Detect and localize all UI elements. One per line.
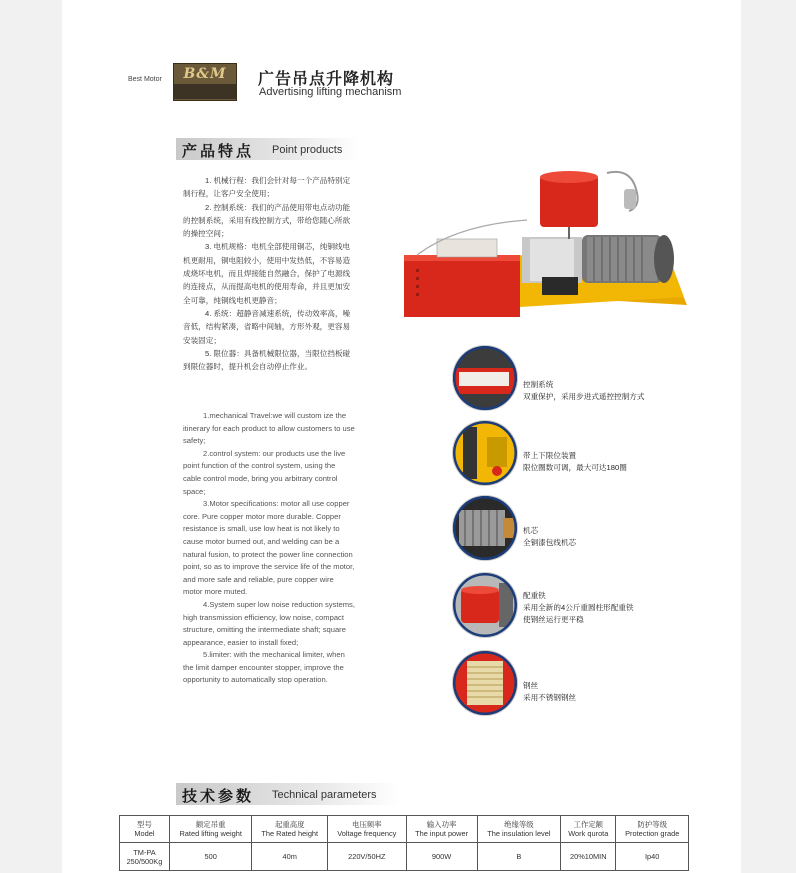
right-margin — [741, 0, 796, 873]
table-cell: 40m — [252, 843, 328, 871]
counterweight-icon — [452, 572, 518, 638]
header-en: Rated lifting weight — [179, 829, 242, 838]
cn-paragraph: 2. 控制系统：我们的产品使用带电点动功能的控制系统，采用有线控制方式，带给您随心所欲的操控空间； — [183, 202, 351, 239]
features-en-text — [183, 410, 355, 687]
header-cn: 电压频率 — [352, 820, 382, 829]
page-title-en: Advertising lifting mechanism — [259, 86, 402, 98]
features-heading-en: Point products — [272, 144, 343, 156]
hoist-product-image — [402, 165, 692, 325]
table-cell: 500 — [169, 843, 252, 871]
model-cell — [120, 843, 170, 871]
header-cell — [406, 816, 477, 843]
header-cn: 绝缘等级 — [504, 820, 534, 829]
header-cn: 防护等级 — [637, 820, 667, 829]
header-en: Protection grade — [625, 829, 680, 838]
feature-title: 配重铁 — [523, 591, 546, 600]
features-heading — [176, 138, 358, 160]
feature-desc-2: 使钢丝运行更平稳 — [523, 615, 584, 624]
model-line-1: TM-PA — [133, 847, 156, 857]
feature-title: 钢丝 — [523, 681, 539, 690]
cn-paragraph: 5. 限位器：具备机械限位器，当限位挡板碰到限位器时，提升机会自动停止作业。 — [183, 348, 351, 372]
table-cell: Ip40 — [616, 843, 689, 871]
header-cn: 型号 — [137, 820, 152, 829]
left-margin — [0, 0, 62, 873]
page-title-cn: 广告吊点升降机构 — [258, 71, 395, 88]
brand-text: Best Motor — [128, 76, 162, 83]
en-paragraph: 1.mechanical Travel:we will custom ize the itinerary for each product to allow customers to use safety; — [183, 411, 355, 446]
features-cn-text — [183, 174, 355, 373]
steel-wire-icon — [452, 650, 518, 716]
page — [62, 0, 741, 873]
feature-desc: 限位圈数可调，最大可达180圈 — [523, 463, 627, 472]
cn-paragraph: 4. 系统：超静音减速系统，传动效率高，噪音低，结构紧凑，省略中间轴，方形外观，更容易安装固定； — [183, 308, 351, 345]
header-en: The insulation level — [487, 829, 551, 838]
header-cn: 额定吊重 — [195, 820, 226, 829]
tech-heading — [176, 783, 400, 805]
header-cell — [328, 816, 407, 843]
tech-heading-cn: 技术参数 — [182, 788, 255, 805]
header-cn: 起重高度 — [274, 820, 305, 829]
model-line-2: 250/500Kg — [126, 856, 163, 866]
table-header-row — [120, 816, 689, 843]
header-cell — [252, 816, 328, 843]
header-cell — [561, 816, 616, 843]
header-en: The input power — [415, 829, 469, 838]
header-cell — [169, 816, 252, 843]
brand-logo — [173, 63, 237, 101]
feature-desc: 全铜漆包线机芯 — [523, 538, 577, 547]
cn-paragraph: 1. 机械行程：我们会针对每一个产品特别定制行程，让客户安全使用； — [183, 176, 351, 199]
header-cell — [120, 816, 170, 843]
table-cell: 900W — [406, 843, 477, 871]
header-cell — [616, 816, 689, 843]
header-cn: 工作定额 — [573, 820, 604, 829]
en-paragraph: 2.control system: our products use the live point function of the control system, using the cable control mode, bring you arbitrary control space; — [183, 448, 346, 496]
table-row — [120, 843, 689, 871]
feature-title: 控制系统 — [523, 380, 554, 389]
features-heading-cn: 产品特点 — [182, 143, 255, 160]
en-paragraph: 4.System super low noise reduction systems, high transmission efficiency, low noise, compact structure, omitting the intermediate shaft; square appearance, easier to install fixed; — [183, 599, 355, 647]
table-cell: 220V/50HZ — [328, 843, 407, 871]
table-cell: B — [477, 843, 561, 871]
header-en: The Rated height — [261, 829, 319, 838]
limit-switch-icon — [452, 420, 518, 486]
motor-core-icon — [452, 495, 518, 561]
en-paragraph: 5.limiter: with the mechanical limiter, when the limit damper encounter stopper, improve the opportunity to automatically stop operation. — [183, 650, 345, 685]
en-paragraph: 3.Motor specifications: motor all use copper core. Pure copper motor more durable. Copper resistance is small, use low heat is not likely to cause motor burned out, and welding can be a natural fusion, to protect the power line connection point, so as to improve the service life of the motor, and more safe and reliable, pure copper wire motor more muted. — [183, 499, 355, 597]
feature-desc: 采用不锈钢钢丝 — [523, 693, 577, 702]
tech-heading-en: Technical parameters — [272, 789, 377, 801]
feature-title: 机芯 — [523, 526, 539, 535]
header-cn: 输入功率 — [426, 820, 457, 829]
logo-subtext — [174, 84, 236, 99]
header-cell — [477, 816, 561, 843]
logo-text: B&M — [183, 66, 227, 82]
feature-title: 带上下限位装置 — [523, 451, 577, 460]
header-en: Voltage frequency — [337, 829, 397, 838]
feature-desc: 双重保护，采用步进式遥控控制方式 — [523, 392, 645, 401]
header-en: Work qurota — [568, 829, 609, 838]
parameters-table — [119, 815, 689, 871]
control-box-icon — [452, 345, 518, 411]
table-cell: 20%10MIN — [561, 843, 616, 871]
cn-paragraph: 3. 电机规格：电机全部使用铜芯，纯铜线电机更耐用，铜电阻较小，使用中发热低，不容易造成烧坏电机，而且焊接能自然融合，保护了电源线的连接点，从而提高电机的使用寿命，并且更加安全可靠，纯铜线电机更静音； — [183, 242, 351, 305]
feature-desc: 采用全新的4公斤重圆柱形配重铁 — [523, 603, 634, 612]
header-en: Model — [134, 829, 155, 838]
